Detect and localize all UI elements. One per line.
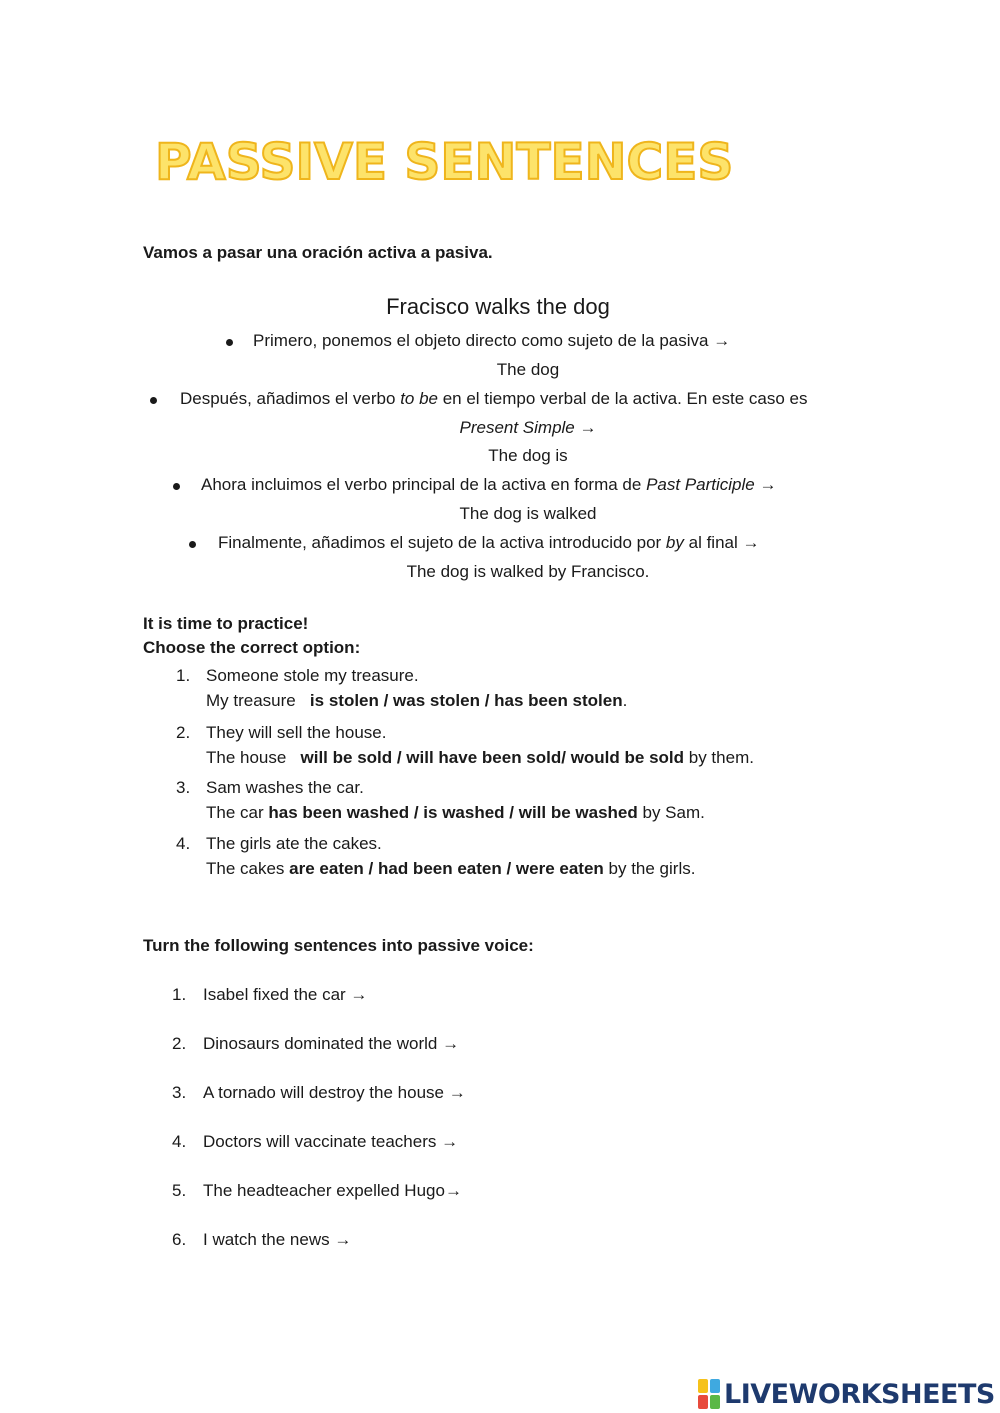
logo-mark-icon: [698, 1379, 720, 1409]
list-item: 1. Someone stole my treasure. My treasure is stolen / was stolen / has been stolen.: [176, 666, 628, 710]
list-item: 3. Sam washes the car. The car has been washed / is washed / will be washed by Sam.: [176, 778, 705, 822]
bullet: [173, 483, 180, 490]
arrow-right-icon: →: [759, 475, 777, 494]
arrow-right-icon: →: [442, 1034, 460, 1053]
list-item-number: 2.: [172, 1034, 187, 1053]
step-3-result: The dog is walked: [459, 504, 597, 523]
step-2-result: The dog is: [488, 446, 568, 465]
logo-text: LIVEWORKSHEETS: [724, 1378, 995, 1410]
step-1-text: Primero, ponemos el objeto directo como sujeto de la pasiva →: [253, 331, 731, 350]
list-item-number: 5.: [172, 1181, 187, 1200]
arrow-right-icon: →: [448, 1083, 466, 1102]
list-item[interactable]: Doctors will vaccinate teachers →: [203, 1132, 459, 1151]
step-2-text-line2: Present Simple →: [459, 418, 597, 437]
practice-heading: It is time to practice!: [143, 614, 309, 633]
list-item-number: 1.: [172, 985, 187, 1004]
list-item: 2. They will sell the house. The house will be sold / will have been sold/ would be sold by them.: [176, 723, 754, 767]
answer-options[interactable]: will be sold / will have been sold/ would be sold: [300, 748, 685, 767]
list-item-number: 3.: [172, 1083, 187, 1102]
step-2-text: Después, añadimos el verbo to be en el tiempo verbal de la activa. En este caso es: [180, 389, 808, 408]
answer-options[interactable]: are eaten / had been eaten / were eaten: [289, 859, 604, 878]
arrow-right-icon: →: [713, 331, 731, 350]
list-item-number: 6.: [172, 1230, 187, 1249]
bullet: [150, 397, 157, 404]
arrow-right-icon: →: [742, 533, 760, 552]
list-item-number: 4.: [172, 1132, 187, 1151]
bullet: [226, 339, 233, 346]
arrow-right-icon: →: [579, 418, 597, 437]
transform-heading: Turn the following sentences into passive voice:: [143, 936, 534, 955]
list-item[interactable]: A tornado will destroy the house →: [203, 1083, 466, 1102]
bullet: [189, 541, 196, 548]
answer-options[interactable]: has been washed / is washed / will be washed: [268, 803, 638, 822]
answer-options[interactable]: is stolen / was stolen / has been stolen: [309, 691, 623, 710]
arrow-right-icon: →: [350, 985, 368, 1004]
step-4-text: Finalmente, añadimos el sujeto de la activa introducido por by al final →: [218, 533, 760, 552]
step-4-result: The dog is walked by Francisco.: [406, 562, 650, 581]
list-item[interactable]: Isabel fixed the car →: [203, 985, 368, 1004]
intro-text: Vamos a pasar una oración activa a pasiva.: [143, 243, 493, 262]
arrow-right-icon: →: [334, 1230, 352, 1249]
example-sentence: Fracisco walks the dog: [386, 294, 610, 319]
list-item[interactable]: The headteacher expelled Hugo→: [203, 1181, 462, 1200]
arrow-right-icon: →: [441, 1132, 459, 1151]
arrow-right-icon: →: [444, 1181, 462, 1200]
page-title: PASSIVE SENTENCES: [155, 133, 734, 191]
step-1-result: The dog: [496, 360, 560, 379]
liveworksheets-logo: [698, 1376, 995, 1412]
list-item[interactable]: I watch the news →: [203, 1230, 352, 1249]
step-3-text: Ahora incluimos el verbo principal de la activa en forma de Past Participle →: [201, 475, 777, 494]
list-item: 4. The girls ate the cakes. The cakes are eaten / had been eaten / were eaten by the girls.: [176, 834, 696, 878]
choose-heading: Choose the correct option:: [143, 638, 361, 657]
list-item[interactable]: Dinosaurs dominated the world →: [203, 1034, 460, 1053]
